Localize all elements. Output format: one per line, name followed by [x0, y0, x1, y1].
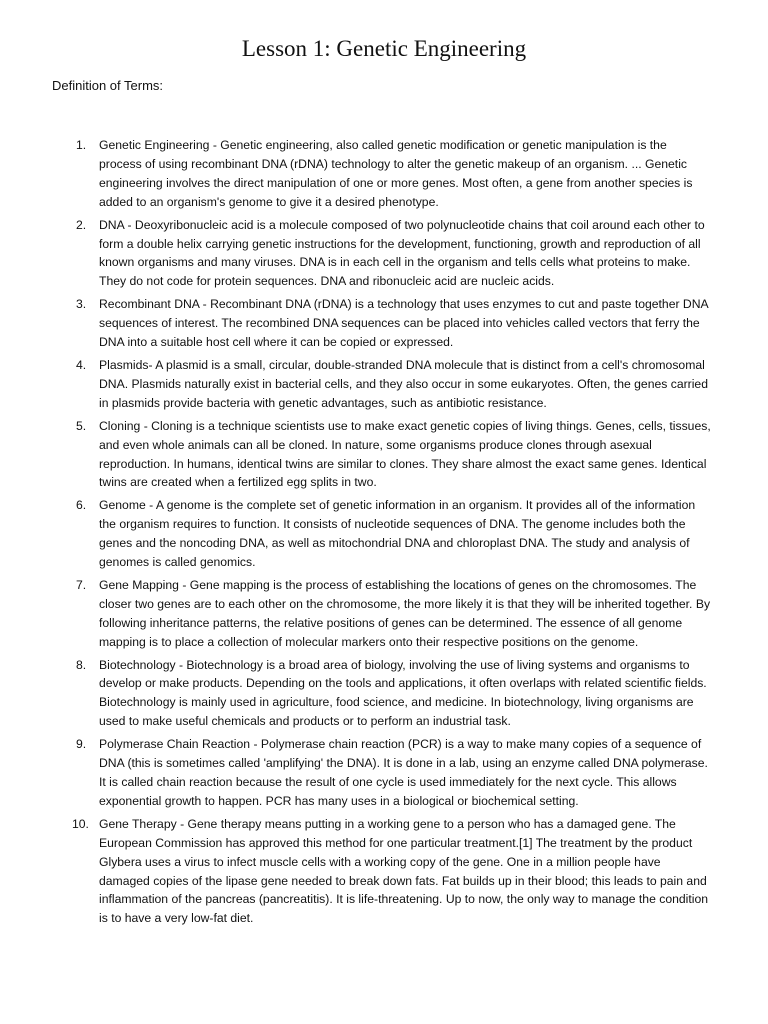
list-item-number: 4.: [76, 357, 87, 372]
list-item-number: 1.: [76, 138, 87, 152]
list-item: [52, 576, 712, 652]
list-item-text: DNA - Deoxyribonucleic acid is a molecule composed of two polynucleotide chains that coil around each other to form a double helix carrying genetic instructions for the development, functioning, growth and reproduction of all known organisms and many viruses. DNA is in each cell in the organism and tells cells what proteins to make. They do not code for protein sequences. DNA and ribonucleic acid are nucleic acids.: [99, 217, 705, 289]
list-item: [52, 735, 712, 811]
list-item-number: 3.: [76, 297, 87, 312]
list-item-number: 7.: [76, 577, 87, 592]
list-item-text: Plasmids- A plasmid is a small, circular, double-stranded DNA molecule that is distinct from a cell's chromosomal DNA. Plasmids naturally exist in bacterial cells, and they also occur in some eukaryotes. Often, the genes carried in plasmids provide bacteria with genetic advantages, such as antibiotic resistance.: [99, 357, 708, 410]
list-item-number: 10.: [72, 816, 89, 831]
list-item-text: Genetic Engineering - Genetic engineering, also called genetic modification or genetic manipulation is the process of using recombinant DNA (rDNA) technology to alter the genetic makeup of an organism. ... Genetic engineering involves the direct manipulation of one or more genes. Most often, a gene from another species is added to an organism's genome to give it a desired phenotype.: [99, 138, 693, 209]
list-item-text: Biotechnology - Biotechnology is a broad area of biology, involving the use of living systems and organisms to develop or make products. Depending on the tools and applications, it often overlaps with related scientific fields. Biotechnology is mainly used in agriculture, food science, and medicine. In biotechnology, living organisms are used to make useful chemicals and products or to perform an industrial task.: [99, 657, 707, 729]
list-item-number: 6.: [76, 498, 87, 513]
list-item-text: Gene Therapy - Gene therapy means putting in a working gene to a person who has a damaged gene. The European Commission has approved this method for one particular treatment.[1] The treatment by the product Glybera uses a virus to infect muscle cells with a working copy of the gene. One in a million people have damaged copies of the lipase gene needed to break down fats. Fat builds up in their blood; this leads to pain and inflammation of the pancreas (pancreatitis). It is life-threatening. Up to now, the only way to manage the condition is to have a very low-fat diet.: [99, 816, 709, 926]
list-item: [52, 656, 712, 732]
list-item-text: Cloning - Cloning is a technique scientists use to make exact genetic copies of living things. Genes, cells, tissues, and even whole animals can all be cloned. In nature, some organisms produce clones through asexual reproduction. In humans, identical twins are similar to clones. They share almost the exact same genes. Identical twins are created when a fertilized egg splits in two.: [99, 418, 711, 490]
terms-list: [52, 136, 712, 932]
list-item: [52, 417, 712, 493]
section-heading: Definition of Terms:: [52, 78, 164, 93]
list-item: [52, 356, 712, 413]
list-item: [52, 496, 712, 572]
list-item-number: 2.: [76, 217, 87, 232]
list-item-text: Gene Mapping - Gene mapping is the process of establishing the locations of genes on the chromosomes. The closer two genes are to each other on the chromosome, the more likely it is that they will be inherited together. By following inheritance patterns, the relative positions of genes can be determined. The essence of all genome mapping is to place a collection of molecular markers onto their respective positions on the genome.: [99, 577, 711, 649]
page-title: Lesson 1: Genetic Engineering: [241, 36, 527, 61]
list-item-number: 9.: [76, 737, 87, 752]
list-item: [52, 295, 712, 352]
list-item: [52, 136, 712, 212]
list-item-text: Polymerase Chain Reaction - Polymerase chain reaction (PCR) is a way to make many copies of a sequence of DNA (this is sometimes called 'amplifying' the DNA). It is done in a lab, using an enzyme called DNA polymerase. It is called chain reaction because the result of one cycle is used immediately for the next cycle. This allows exponential growth to happen. PCR has many uses in a biological or biochemical setting.: [99, 737, 708, 808]
list-item-text: Recombinant DNA - Recombinant DNA (rDNA) is a technology that uses enzymes to cut and paste together DNA sequences of interest. The recombined DNA sequences can be placed into vehicles called vectors that ferry the DNA into a suitable host cell where it can be copied or expressed.: [99, 297, 708, 350]
list-item-number: 8.: [76, 657, 87, 672]
list-item: [52, 216, 712, 292]
list-item: [52, 815, 712, 928]
list-item-number: 5.: [76, 418, 87, 433]
list-item-text: Genome - A genome is the complete set of genetic information in an organism. It provides all of the information the organism requires to function. It consists of nucleotide sequences of DNA. The genome includes both the genes and the noncoding DNA, as well as mitochondrial DNA and chloroplast DNA. The study and analysis of genomes is called genomics.: [99, 498, 696, 570]
